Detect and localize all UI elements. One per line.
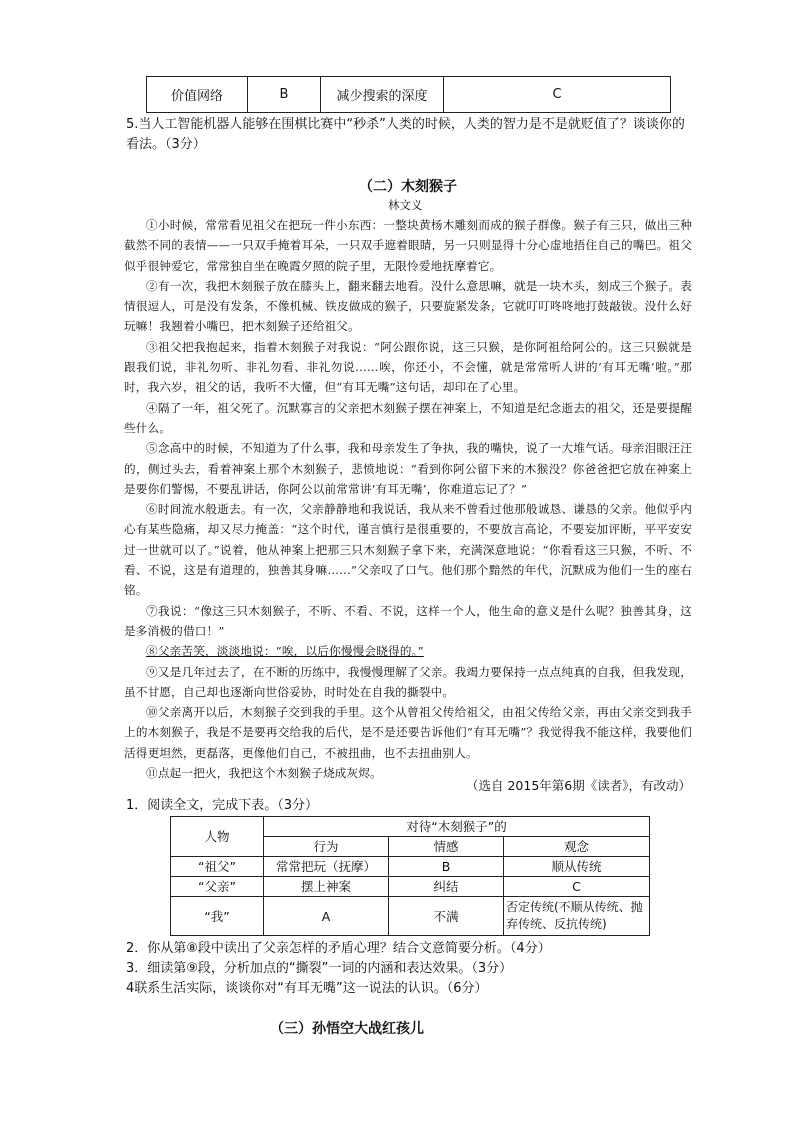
table-header-person: 人物 [171, 817, 264, 857]
table-cell: 常常把玩（抚摩） [264, 857, 389, 877]
table-cell: “父亲” [171, 877, 264, 897]
underlined-sentence: ⑧父亲苦笑，淡淡地说：“唉，以后你慢慢会晓得的。” [146, 644, 424, 659]
question-4: 4联系生活实际，谈谈你对“有耳无嘴”这一说法的认识。（6分） [126, 981, 488, 996]
paragraph: ⑤念高中的时候，不知道为了什么事，我和母亲发生了争执，我的嘴快，说了一大堆气话。母亲泪眼汪汪的，侧过头去，看着神案上那个木刻猴子，悲愤地说：“看到你阿公留下来的木猴没？你爸爸把它放在神案上是要你们警惕，不要乱讲话，你阿公以前常常讲‘有耳无嘴’，你难道忘记了？” [124, 441, 692, 496]
question-2: 2．你从第⑧段中读出了父亲怎样的矛盾心理？结合文意简要分析。（4分） [126, 941, 551, 956]
question-5-line-2: 看法。（3分） [126, 137, 206, 152]
table-cell: 不满 [389, 897, 504, 936]
paragraph: ③祖父把我抱起来，指着木刻猴子对我说：“阿公跟你说，这三只猴，是你阿祖给阿公的。这三只猴就是跟我们说，非礼勿听、非礼勿看、非礼勿说……唉，你还小，不会懂，就是常常听人讲的‘有耳无嘴’啦。”那时，我六岁，祖父的话，我听不大懂，但“有耳无嘴”这句话，却印在了心里。 [124, 339, 692, 395]
table-row [171, 897, 650, 936]
table-cell: 摆上神案 [264, 877, 389, 897]
paragraph: ①小时候，常常看见祖父在把玩一件小东西：一整块黄杨木雕刻而成的猴子群像。猴子有三只，做出三种截然不同的表情——一只双手掩着耳朵，一只双手遮着眼睛，另一只则显得十分心虚地捂住自己的嘴巴。祖父似乎很钟爱它，常常独自坐在晚霞夕照的院子里，无限怜爱地抚摩着它。 [124, 218, 692, 273]
paragraph: ⑩父亲离开以后，木刻猴子交到我的手里。这个从曾祖父传给祖父，由祖父传给父亲，再由父亲交到我手上的木刻猴子，我是不是要再交给我的后代，是不是还要告诉他们“有耳无嘴”？我觉得我不能这样，我要他们活得更坦然，更磊落，更像他们自己，不被扭曲，也不去扭曲别人。 [124, 705, 692, 760]
table-cell: 顺从传统 [504, 857, 650, 877]
table-cell: 纠结 [389, 877, 504, 897]
table-cell: B [248, 77, 321, 113]
table-cell: C [504, 877, 650, 897]
paragraph: ④隔了一年，祖父死了。沉默寡言的父亲把木刻猴子摆在神案上，不知道是纪念逝去的祖父，还是要提醒些什么。 [124, 400, 692, 435]
table-header-emotion: 情感 [389, 837, 504, 857]
table-cell: “我” [171, 897, 264, 936]
paragraph: ⑦我说：“像这三只木刻猴子，不听、不看、不说，这样一个人，他生命的意义是什么呢？独善其身，这是多消极的借口！” [124, 603, 692, 638]
table-header-belief: 观念 [504, 837, 650, 857]
table-cell: 价值网络 [147, 77, 248, 113]
question-1: 1．阅读全文，完成下表。（3分） [126, 798, 319, 813]
paragraph: ②有一次，我把木刻猴子放在膝头上，翻来翻去地看。没什么意思嘛，就是一块木头，刻成三个猴子。表情很逗人，可是没有发条，不像机械、铁皮做成的猴子，只要旋紧发条，它就叮叮咚咚地打鼓敲钹。没什么好玩嘛！我翘着小嘴巴，把木刻猴子还给祖父。 [124, 278, 692, 334]
article-body [124, 215, 692, 783]
table-row [147, 77, 671, 113]
source-citation: （选自 2015年第6期《读者》，有改动） [466, 778, 691, 793]
table-row [171, 857, 650, 877]
table-cell: 否定传统(不顺从传统、抛弃传统、反抗传统) [504, 897, 650, 936]
question-3: 3．细读第⑨段，分析加点的“撕裂”一词的内涵和表达效果。（3分） [126, 961, 513, 976]
table-cell: C [444, 77, 671, 113]
paragraph: ⑨又是几年过去了，在不断的历练中，我慢慢理解了父亲。我竭力要保持一点点纯真的自我，但我发现，虽不甘愿，自己却也逐渐向世俗妥协，时时处在自我的撕裂中。 [124, 664, 692, 699]
paragraph-underlined [124, 641, 692, 661]
table-header-group: 对待“木刻猴子”的 [264, 817, 650, 837]
paragraph: ⑪点起一把火，我把这个木刻猴子烧成灰烬。 [146, 766, 382, 781]
table-row [171, 817, 650, 837]
question-5-line-1: 5.当人工智能机器人能够在围棋比赛中“秒杀”人类的时候，人类的智力是不是就贬值了？谈谈你的 [126, 117, 685, 132]
paragraph: ⑥时间流水般逝去。有一次，父亲静静地和我说话，我从来不曾看过他那般诚恳、谦恳的父亲。他似乎内心有某些隐痛，却又尽力掩盖：“这个时代，谨言慎行是很重要的，不要放言高论，不要妄加评断，平平安安过一世就可以了。”说着，他从神案上把那三只木刻猴子拿下来，充满深意地说：“你看看这三只猴，不听、不看、不说，这是有道理的，独善其身嘛……”父亲叹了口气。他们那个黯然的年代，沉默成为他们一生的座右铭。 [124, 502, 692, 598]
prev-answer-table [146, 76, 671, 113]
attitude-table [170, 816, 650, 936]
section-title: （二）木刻猴子 [359, 179, 457, 195]
table-header-action: 行为 [264, 837, 389, 857]
section-title: （三）孙悟空大战红孩儿 [270, 1021, 424, 1037]
table-cell: B [389, 857, 504, 877]
table-cell: “祖父” [171, 857, 264, 877]
table-cell: 减少搜索的深度 [321, 77, 444, 113]
table-row [171, 877, 650, 897]
table-cell: A [264, 897, 389, 936]
author-name: 林文义 [388, 198, 423, 212]
